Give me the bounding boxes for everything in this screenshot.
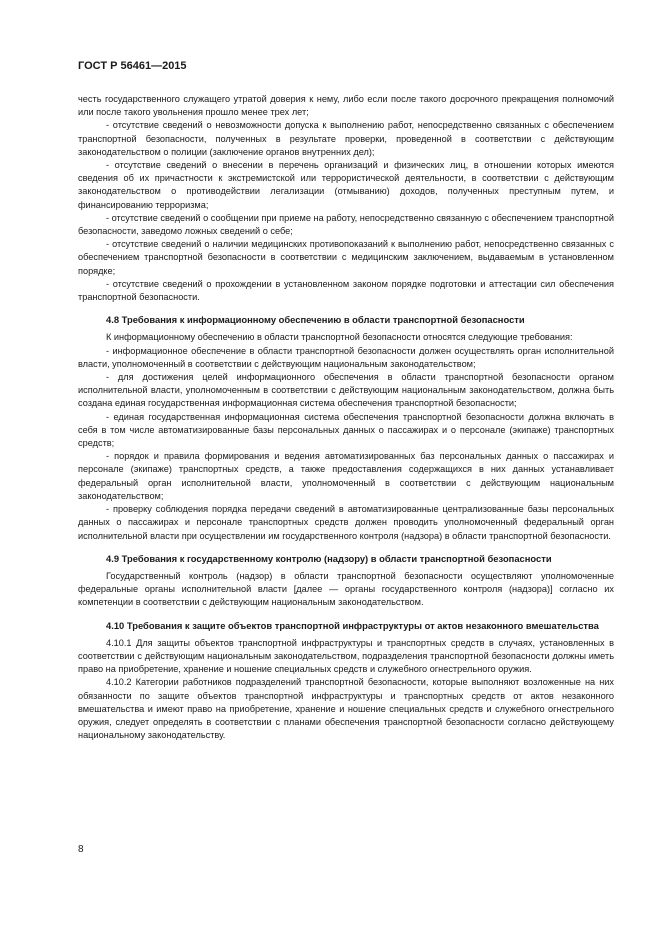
list-item: - отсутствие сведений о прохождении в установленном законом порядке подготовки и аттестации сил обеспечения транспортной безопасности. <box>78 278 614 303</box>
paragraph: Государственный контроль (надзор) в области транспортной безопасности осуществляют уполномоченные федеральные органы исполнительной власти [далее — органы государственного контроля (надзора)] согласно их компетенции в соответствии с действующим национальным законодательством. <box>78 570 614 608</box>
section-4-9-body <box>78 570 614 610</box>
section-heading-4-8: 4.8 Требования к информационному обеспечению в области транспортной безопасности <box>106 314 525 326</box>
paragraph: 4.10.2 Категории работников подразделений транспортной безопасности, которые выполняют возложенные на них обязанности по защите объектов транспортной инфраструктуры и транспортных средств от актов незаконного вмешательства и имеют право на приобретение, хранение и ношение специальных средств и служебного огнестрельного оружия, следует определять в соответствии с планами обеспечения транспортной безопасности согласно действующему национальному законодательству. <box>78 677 614 741</box>
list-item: - единая государственная информационная система обеспечения транспортной безопасности должна включать в себя в том числе автоматизированные базы персональных данных о пассажирах и о персонале (экипаже) транспортных средств; <box>78 411 614 449</box>
list-item: - информационное обеспечение в области транспортной безопасности должен осуществлять орган исполнительной власти, уполномоченный в соответствии с действующим национальным законодательством; <box>78 345 614 369</box>
list-item: - отсутствие сведений о наличии медицинских противопоказаний к выполнению работ, непосредственно связанных с обеспечением транспортной безопасности в соответствии с медицинским заключением, выдаваемым в установленном порядке; <box>78 239 614 276</box>
list-item: - отсутствие сведений о сообщении при приеме на работу, непосредственно связанную с обеспечением транспортной безопасности, заведомо ложных сведений о себе; <box>78 212 614 237</box>
paragraph: честь государственного служащего утратой доверия к нему, либо если после такого досрочного прекращения полномочий или после такого увольнения прошло менее трех лет; <box>78 94 614 118</box>
list-item: - отсутствие сведений о внесении в перечень организаций и физических лиц, в отношении которых имеются сведения об их причастности к экстремистской или террористической деятельности, в соответствии с действующим законодательством о противодействии легализации (отмыванию) доходов, полученных преступным путем, и финансированию терроризма; <box>78 160 614 210</box>
section-heading-4-9: 4.9 Требования к государственному контролю (надзору) в области транспортной безопасности <box>106 552 552 564</box>
list-item: - проверку соблюдения порядка передачи сведений в автоматизированные централизованные базы персональных данных о пассажирах и персонале транспортных средств должен проводить уполномоченный федеральный орган исполнительной власти при осуществлении им государственного контроля (надзора) в области транспортной безопасности. <box>78 504 614 541</box>
page-number: 8 <box>78 844 84 855</box>
section-4-10-body <box>78 637 614 743</box>
section-4-8-body <box>78 331 614 542</box>
list-item: - порядок и правила формирования и ведения автоматизированных баз персональных данных о пассажирах и персонале (экипаже) транспортных средств, а также предоставления содержащихся в них данных устанавливает федеральный орган исполнительной власти, уполномоченный в соответствии с действующим национальным законодательством; <box>78 451 614 501</box>
paragraph: 4.10.1 Для защиты объектов транспортной инфраструктуры и транспортных средств в случаях, установленных в соответствии с действующим национальным законодательством, подразделения транспортной безопасности должны иметь право на приобретение, хранение и ношение специальных средств и служебного огнестрельного оружия. <box>78 637 614 675</box>
document-header: ГОСТ Р 56461—2015 <box>78 60 187 72</box>
intro-block <box>78 93 614 304</box>
paragraph: К информационному обеспечению в области транспортной безопасности относятся следующие требования: <box>106 332 573 343</box>
document-page <box>78 60 614 742</box>
section-heading-4-10: 4.10 Требования к защите объектов транспортной инфраструктуры от актов незаконного вмешательства <box>106 619 599 631</box>
list-item: - отсутствие сведений о невозможности допуска к выполнению работ, непосредственно связанных с обеспечением транспортной безопасности, полученных в результате проверки, проведенной в соответствии с действующим законодательством о полиции (заключение органов внутренних дел); <box>78 120 614 157</box>
list-item: - для достижения целей информационного обеспечения в области транспортной безопасности органом исполнительной власти, уполномоченным в соответствии с действующим национальным законодательством, должна быть создана единая государственная информационная система обеспечения транспортной безопасности; <box>78 372 614 409</box>
